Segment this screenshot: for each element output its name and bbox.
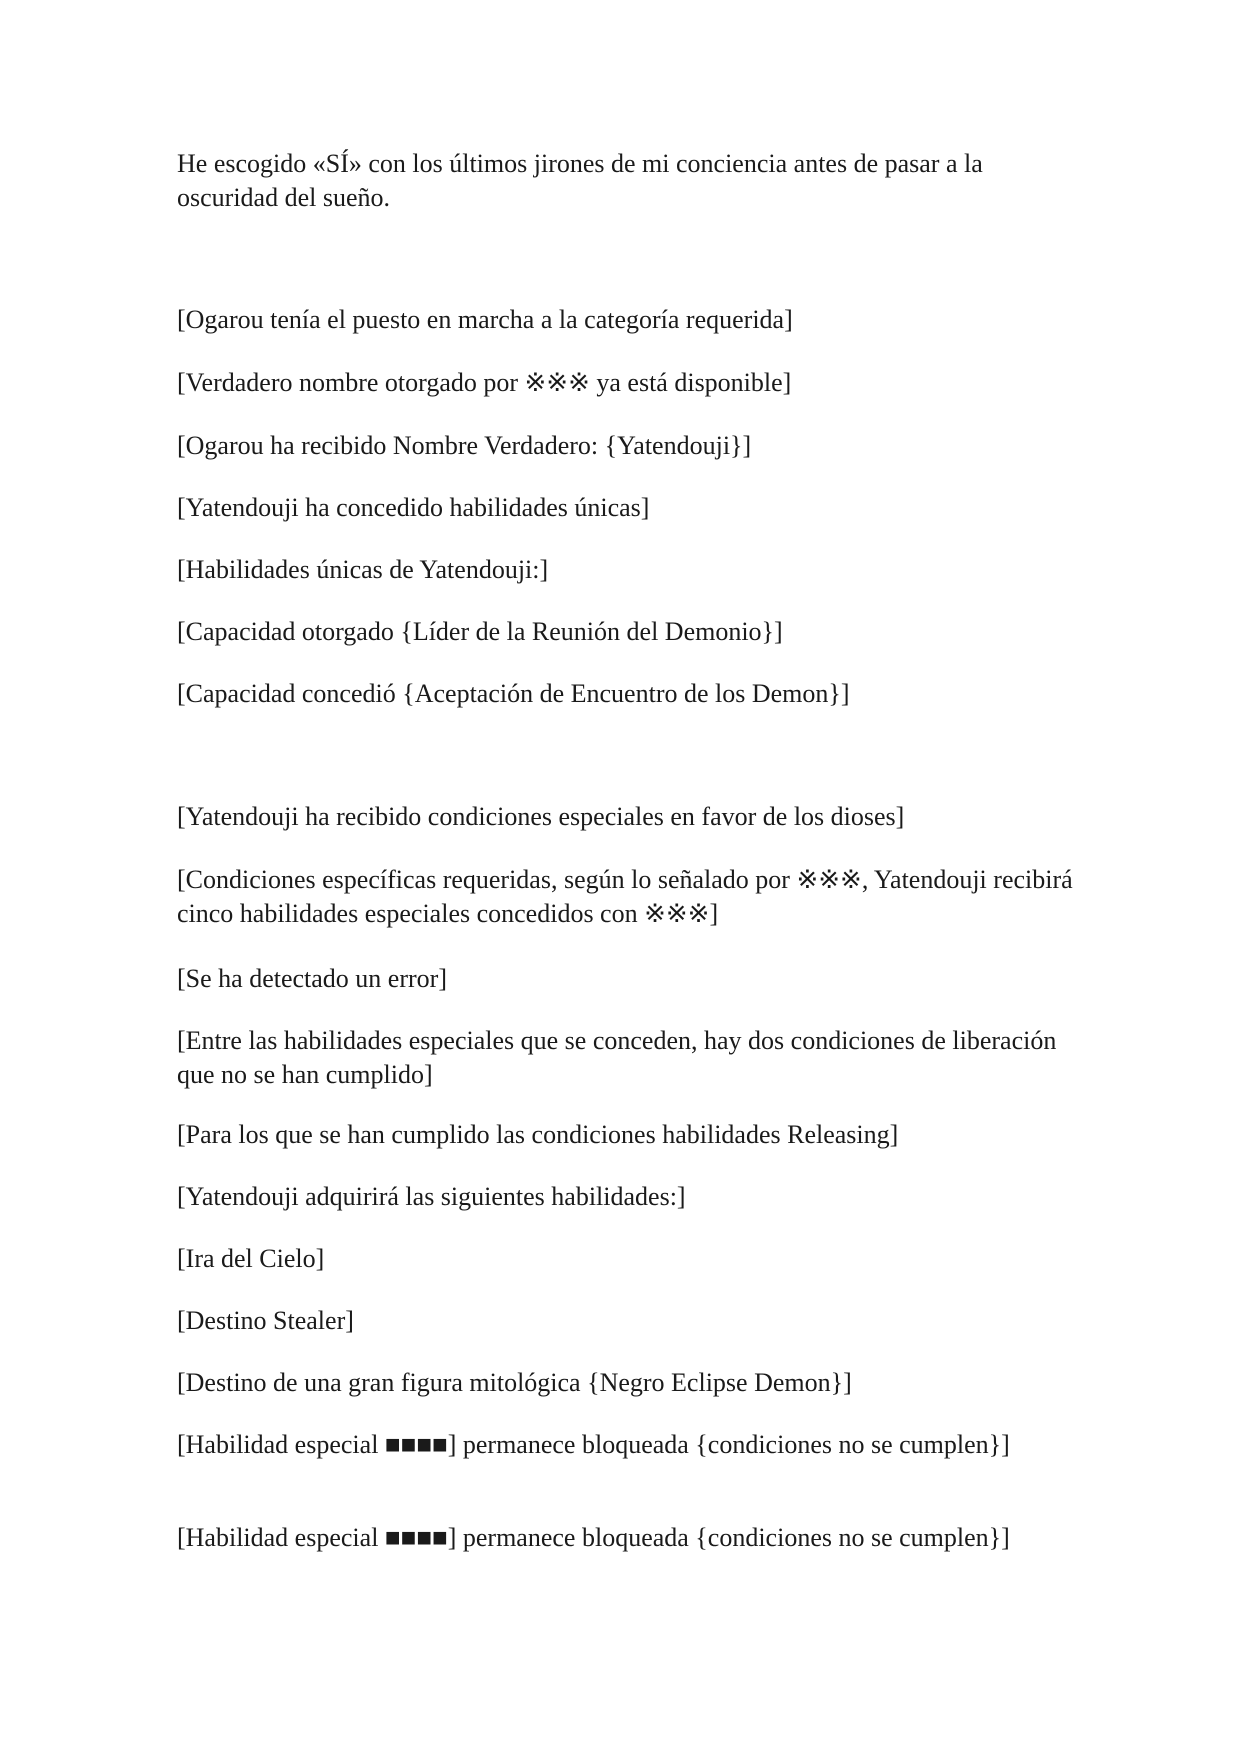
paragraph-system-message: [Para los que se han cumplido las condiciones habilidades Releasing]: [177, 1120, 899, 1149]
paragraph-system-message: [Habilidad especial ■■■■] permanece bloqueada {condiciones no se cumplen}]: [177, 1523, 1010, 1552]
paragraph-system-message: [Se ha detectado un error]: [177, 964, 447, 993]
paragraph-system-message: [Capacidad concedió {Aceptación de Encuentro de los Demon}]: [177, 679, 850, 708]
paragraph-system-message: [Habilidades únicas de Yatendouji:]: [177, 555, 549, 584]
paragraph-system-message: [Condiciones específicas requeridas, según lo señalado por ※※※, Yatendouji recibirá cinco habilidades especiales concedidos con ※※※]: [177, 865, 1073, 928]
paragraph-system-message: [Capacidad otorgado {Líder de la Reunión del Demonio}]: [177, 617, 783, 646]
paragraph-system-message: [Yatendouji ha concedido habilidades únicas]: [177, 493, 650, 522]
paragraph-system-message: [Ira del Cielo]: [177, 1244, 325, 1273]
paragraph-system-message: [Habilidad especial ■■■■] permanece bloqueada {condiciones no se cumplen}]: [177, 1430, 1010, 1459]
paragraph-system-message: [Ogarou tenía el puesto en marcha a la categoría requerida]: [177, 305, 793, 334]
paragraph-system-message: [Verdadero nombre otorgado por ※※※ ya está disponible]: [177, 368, 792, 397]
paragraph-system-message: [Yatendouji ha recibido condiciones especiales en favor de los dioses]: [177, 802, 905, 831]
paragraph-system-message: [Yatendouji adquirirá las siguientes habilidades:]: [177, 1182, 686, 1211]
paragraph-system-message: [Ogarou ha recibido Nombre Verdadero: {Yatendouji}]: [177, 431, 752, 460]
paragraph-system-message: [Destino de una gran figura mitológica {Negro Eclipse Demon}]: [177, 1368, 852, 1397]
paragraph-intro: He escogido «SÍ» con los últimos jirones de mi conciencia antes de pasar a la oscuridad del sueño.: [177, 149, 983, 212]
paragraph-system-message: [Destino Stealer]: [177, 1306, 354, 1335]
paragraph-system-message: [Entre las habilidades especiales que se conceden, hay dos condiciones de liberación que no se han cumplido]: [177, 1026, 1057, 1089]
